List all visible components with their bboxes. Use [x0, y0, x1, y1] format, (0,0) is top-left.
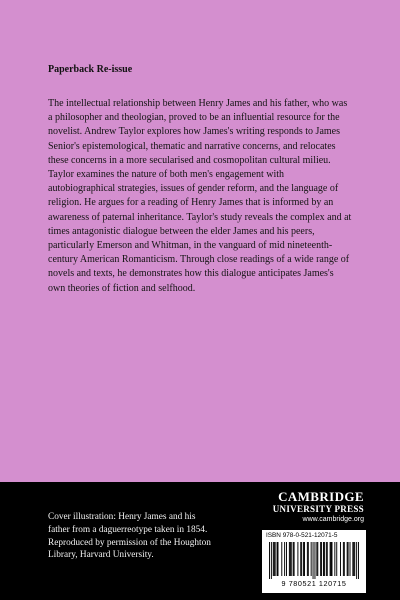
barcode-bar — [334, 542, 335, 576]
barcode-bar — [323, 542, 324, 576]
barcode-bar — [324, 542, 325, 576]
barcode-bar — [284, 542, 285, 576]
barcode-bar — [294, 542, 295, 576]
barcode-bar — [290, 542, 291, 576]
barcode-bar — [281, 542, 282, 576]
barcode-bar — [347, 542, 348, 576]
barcode-bar — [293, 542, 294, 576]
barcode-bar — [311, 542, 312, 576]
barcode-bar — [291, 542, 292, 576]
barcode-bar — [269, 542, 270, 579]
paperback-reissue-heading: Paperback Re-issue — [48, 64, 133, 75]
barcode-bar — [301, 542, 302, 576]
barcode-bar — [289, 542, 290, 576]
barcode-digits: 9 780521 120715 — [281, 579, 347, 588]
barcode-bar — [300, 542, 301, 576]
barcode-bar — [353, 542, 354, 576]
barcode-bar — [286, 542, 287, 576]
barcode-bar — [303, 542, 304, 576]
barcode-bar — [320, 542, 321, 576]
publisher-name: CAMBRIDGE — [278, 489, 364, 504]
barcode-bar — [277, 542, 278, 576]
isbn-barcode-box — [262, 530, 366, 593]
barcode-bar — [330, 542, 331, 576]
barcode-bar — [274, 542, 275, 576]
barcode-bar — [344, 542, 345, 576]
barcode-bar — [352, 542, 353, 576]
book-description: The intellectual relationship between Henry James and his father, who was a philosopher and theologian, proved to be an influential resource for the novelist. Andrew Taylor explores how James's writing responds to James Senior's epistemological, thematic and narrative concerns, and relocates these concerns in a more secularised and cosmopolitan cultural milieu. Taylor examines the nature of both men's engagement with autobiographical strategies, issues of gender reform, and the language of religion. He argues for a reading of Henry James that is informed by an awareness of paternal inheritance. Taylor's study reveals the complex and at times antagonistic dialogue between the elder James and his peers, particularly Emerson and Whitman, in the vanguard of mid nineteenth-century American Romanticism. Through close readings of a wide range of novels and texts, he demonstrates how this dialogue anticipates James's own theories of fiction and selfhood. — [48, 98, 352, 294]
barcode-bar — [316, 542, 317, 576]
barcode-bar — [350, 542, 351, 576]
barcode-bar — [340, 542, 341, 576]
barcode-bar — [358, 542, 359, 579]
cover-illustration-caption: Cover illustration: Henry James and his father from a daguerreotype taken in 1854. Reproduced by permission of the Houghton Library, Harvard University. — [48, 512, 211, 561]
publisher-logo — [273, 490, 364, 525]
barcode-bar — [308, 542, 309, 576]
barcode-bar — [304, 542, 305, 576]
publisher-subtitle: UNIVERSITY PRESS — [272, 504, 364, 514]
barcode-bar — [343, 542, 344, 576]
barcode-bar — [278, 542, 279, 576]
barcode-bar — [332, 542, 333, 576]
isbn-label: ISBN 978-0-521-12071-5 — [266, 532, 338, 539]
barcode-bar — [314, 542, 315, 579]
publisher-url: www.cambridge.org — [302, 516, 364, 523]
barcode-bar — [297, 542, 298, 576]
barcode-bar — [354, 542, 355, 576]
barcode-bar — [331, 542, 332, 576]
barcode-bar — [356, 542, 357, 579]
barcode-bar — [275, 542, 276, 576]
barcode-bar — [317, 542, 318, 576]
barcode-bar — [273, 542, 274, 576]
barcode-bar — [271, 542, 272, 579]
barcode-bar — [336, 542, 337, 576]
barcode-bar — [321, 542, 322, 576]
barcode-bar — [313, 542, 314, 579]
barcode-bar — [348, 542, 349, 576]
barcode-bar — [307, 542, 308, 576]
barcode-bar — [327, 542, 328, 576]
barcode-bar — [326, 542, 327, 576]
barcode-icon — [269, 542, 359, 579]
